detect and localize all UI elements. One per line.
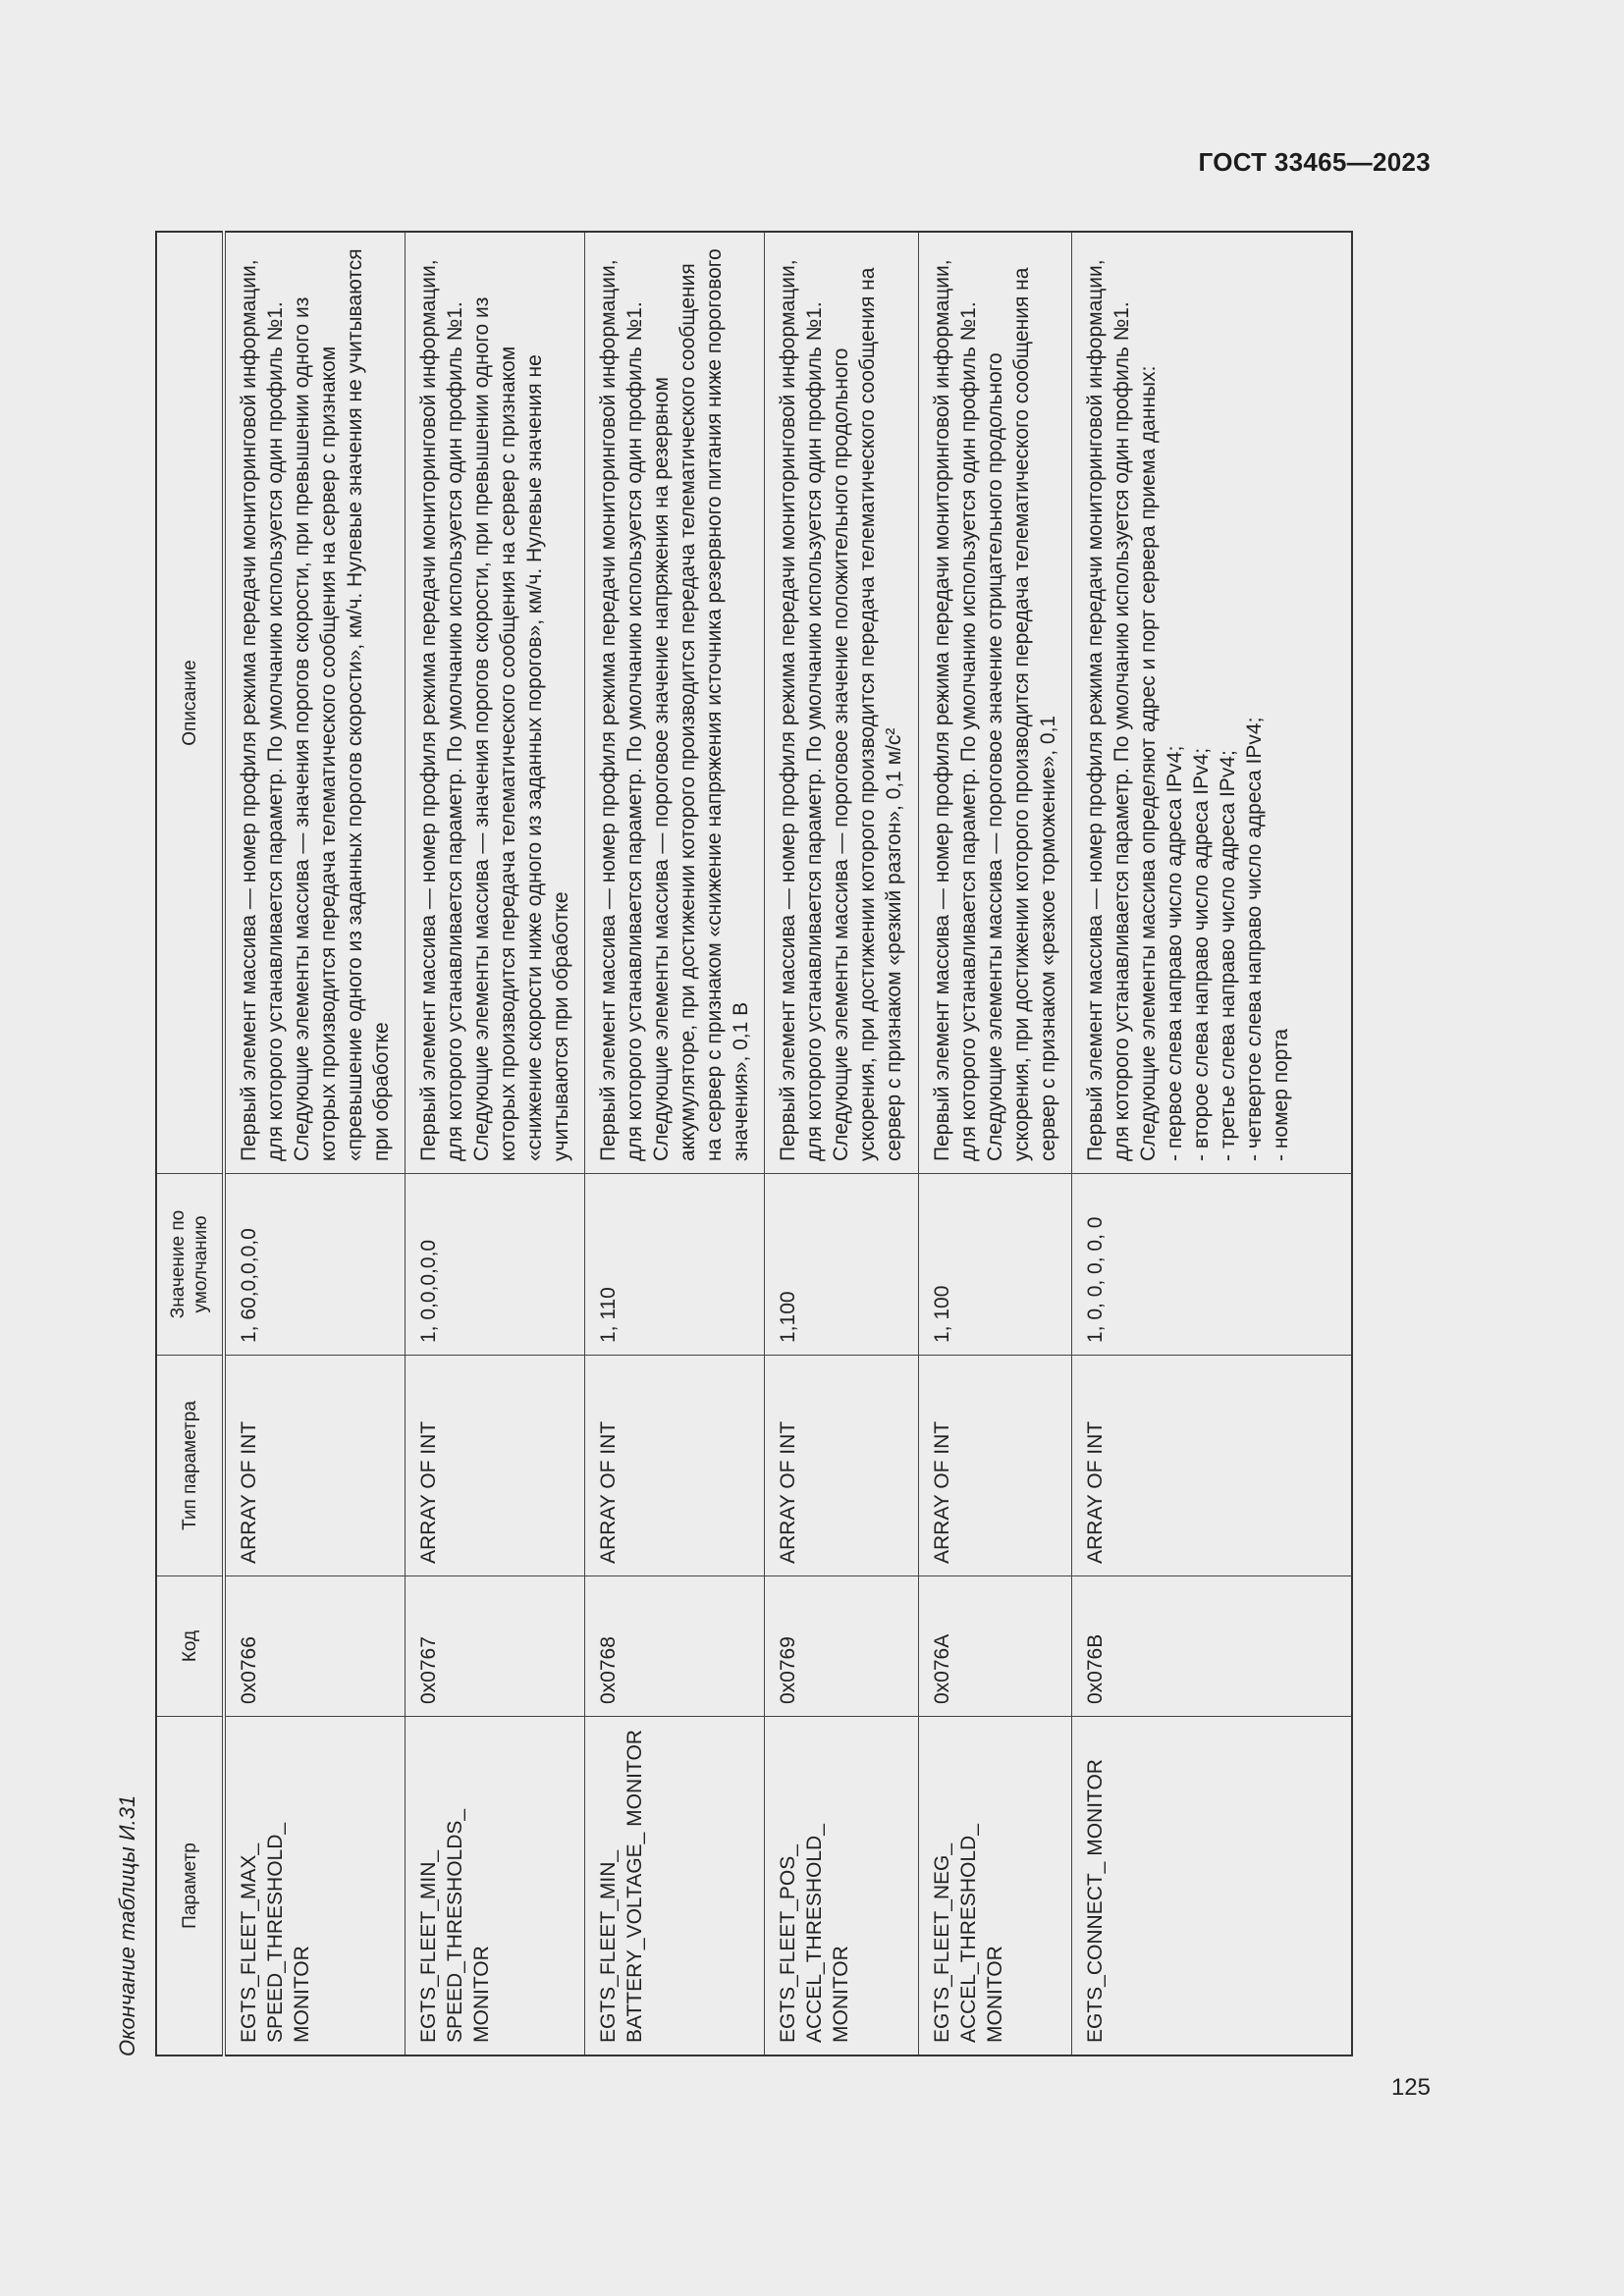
cell-description: Первый элемент массива — номер профиля режима передачи мониторинговой информации, для которого устанавливается параметр. По умолчанию используется один профиль №1. Следующие элементы массива — пороговое значение напряжения на резервном аккумуляторе, при достижении которого производится передача телематического сообщения на сервер с признаком «снижение напряжения источника резервного питания ниже порогового значения», 0,1 В bbox=[585, 232, 765, 1174]
cell-code: 0x076A bbox=[919, 1576, 1072, 1717]
table-row bbox=[224, 232, 406, 2056]
description-list-item: - первое слева направо число адреса IPv4; bbox=[1164, 745, 1186, 1161]
col-header-param: Параметр bbox=[156, 1717, 224, 2056]
cell-param: EGTS_FLEET_MIN_ SPEED_THRESHOLDS_ MONITOR bbox=[406, 1717, 585, 2056]
col-header-description: Описание bbox=[156, 232, 224, 1174]
cell-type: ARRAY OF INT bbox=[406, 1356, 585, 1576]
cell-default: 1, 110 bbox=[585, 1174, 765, 1356]
table-row bbox=[919, 232, 1072, 2056]
table-row bbox=[765, 232, 919, 2056]
cell-code: 0x0766 bbox=[224, 1576, 406, 1717]
table-header-row bbox=[156, 232, 224, 2056]
table-row bbox=[1072, 232, 1353, 2056]
cell-default: 1, 60,0,0,0,0 bbox=[224, 1174, 406, 1356]
rotated-table-block bbox=[108, 231, 1409, 2056]
description-list-item: - номер порта bbox=[1270, 1028, 1292, 1161]
cell-description bbox=[1072, 232, 1353, 1174]
cell-param: EGTS_FLEET_POS_ ACCEL_THRESHOLD_ MONITOR bbox=[765, 1717, 919, 2056]
description-list-item: - четвертое слева направо число адреса IPv4; bbox=[1243, 717, 1266, 1161]
cell-code: 0x0767 bbox=[406, 1576, 585, 1717]
cell-description: Первый элемент массива — номер профиля режима передачи мониторинговой информации, для которого устанавливается параметр. По умолчанию используется один профиль №1. Следующие элементы массива — значения порогов скорости, при превышении одного из которых производится передача телематического сообщения на сервер с признаком «снижение скорости ниже одного из заданных порогов», км/ч. Нулевые значения не учитываются при обработке bbox=[406, 232, 585, 1174]
cell-param: EGTS_FLEET_NEG_ ACCEL_THRESHOLD_ MONITOR bbox=[919, 1717, 1072, 2056]
cell-code: 0x0769 bbox=[765, 1576, 919, 1717]
cell-param: EGTS_CONNECT_ MONITOR bbox=[1072, 1717, 1353, 2056]
cell-description: Первый элемент массива — номер профиля режима передачи мониторинговой информации, для которого устанавливается параметр. По умолчанию используется один профиль №1. Следующие элементы массива — пороговое значение отрицательного продольного ускорения, при достижении которого производится передача телематического сообщения на сервер с признаком «резкое торможение», 0,1 bbox=[919, 232, 1072, 1174]
parameters-table bbox=[155, 231, 1353, 2056]
cell-type: ARRAY OF INT bbox=[224, 1356, 406, 1576]
cell-description: Первый элемент массива — номер профиля режима передачи мониторинговой информации, для которого устанавливается параметр. По умолчанию используется один профиль №1. Следующие элементы массива — пороговое значение положительного продольного ускорения, при достижении которого производится передача телематического сообщения на сервер с признаком «резкий разгон», 0,1 м/с² bbox=[765, 232, 919, 1174]
cell-default: 1, 0,0,0,0,0 bbox=[406, 1174, 585, 1356]
cell-type: ARRAY OF INT bbox=[1072, 1356, 1353, 1576]
table-row bbox=[406, 232, 585, 2056]
col-header-code: Код bbox=[156, 1576, 224, 1717]
cell-param: EGTS_FLEET_MIN_ BATTERY_VOLTAGE_ MONITOR bbox=[585, 1717, 765, 2056]
page-number: 125 bbox=[1390, 2074, 1431, 2101]
cell-type: ARRAY OF INT bbox=[919, 1356, 1072, 1576]
cell-code: 0x076B bbox=[1072, 1576, 1353, 1717]
cell-default: 1, 100 bbox=[919, 1174, 1072, 1356]
description-text: Первый элемент массива — номер профиля режима передачи мониторинговой информации, для которого устанавливается параметр. По умолчанию используется один профиль №1. Следующие элементы массива определяют адрес и порт сервера приема данных: bbox=[1084, 259, 1160, 1161]
cell-type: ARRAY OF INT bbox=[585, 1356, 765, 1576]
table-row bbox=[585, 232, 765, 2056]
cell-default: 1, 0, 0, 0, 0, 0 bbox=[1072, 1174, 1353, 1356]
cell-type: ARRAY OF INT bbox=[765, 1356, 919, 1576]
document-header: ГОСТ 33465—2023 bbox=[1198, 147, 1431, 177]
description-list-item: - второе слева направо число адреса IPv4; bbox=[1190, 747, 1213, 1161]
col-header-type: Тип параметра bbox=[156, 1356, 224, 1576]
col-header-default: Значение по умолчанию bbox=[156, 1174, 224, 1356]
cell-code: 0x0768 bbox=[585, 1576, 765, 1717]
cell-description: Первый элемент массива — номер профиля режима передачи мониторинговой информации, для которого устанавливается параметр. По умолчанию используется один профиль №1. Следующие элементы массива — значения порогов скорости, при превышении одного из которых производится передача телематического сообщения на сервер с признаком «превышение одного из заданных порогов скорости», км/ч. Нулевые значения не учитываются при обработке bbox=[224, 232, 406, 1174]
description-list-item: - третье слева направо число адреса IPv4; bbox=[1217, 750, 1239, 1161]
cell-param: EGTS_FLEET_MAX_ SPEED_THRESHOLD_ MONITOR bbox=[224, 1717, 406, 2056]
cell-default: 1,100 bbox=[765, 1174, 919, 1356]
table-caption: Окончание таблицы И.31 bbox=[115, 1794, 139, 2056]
